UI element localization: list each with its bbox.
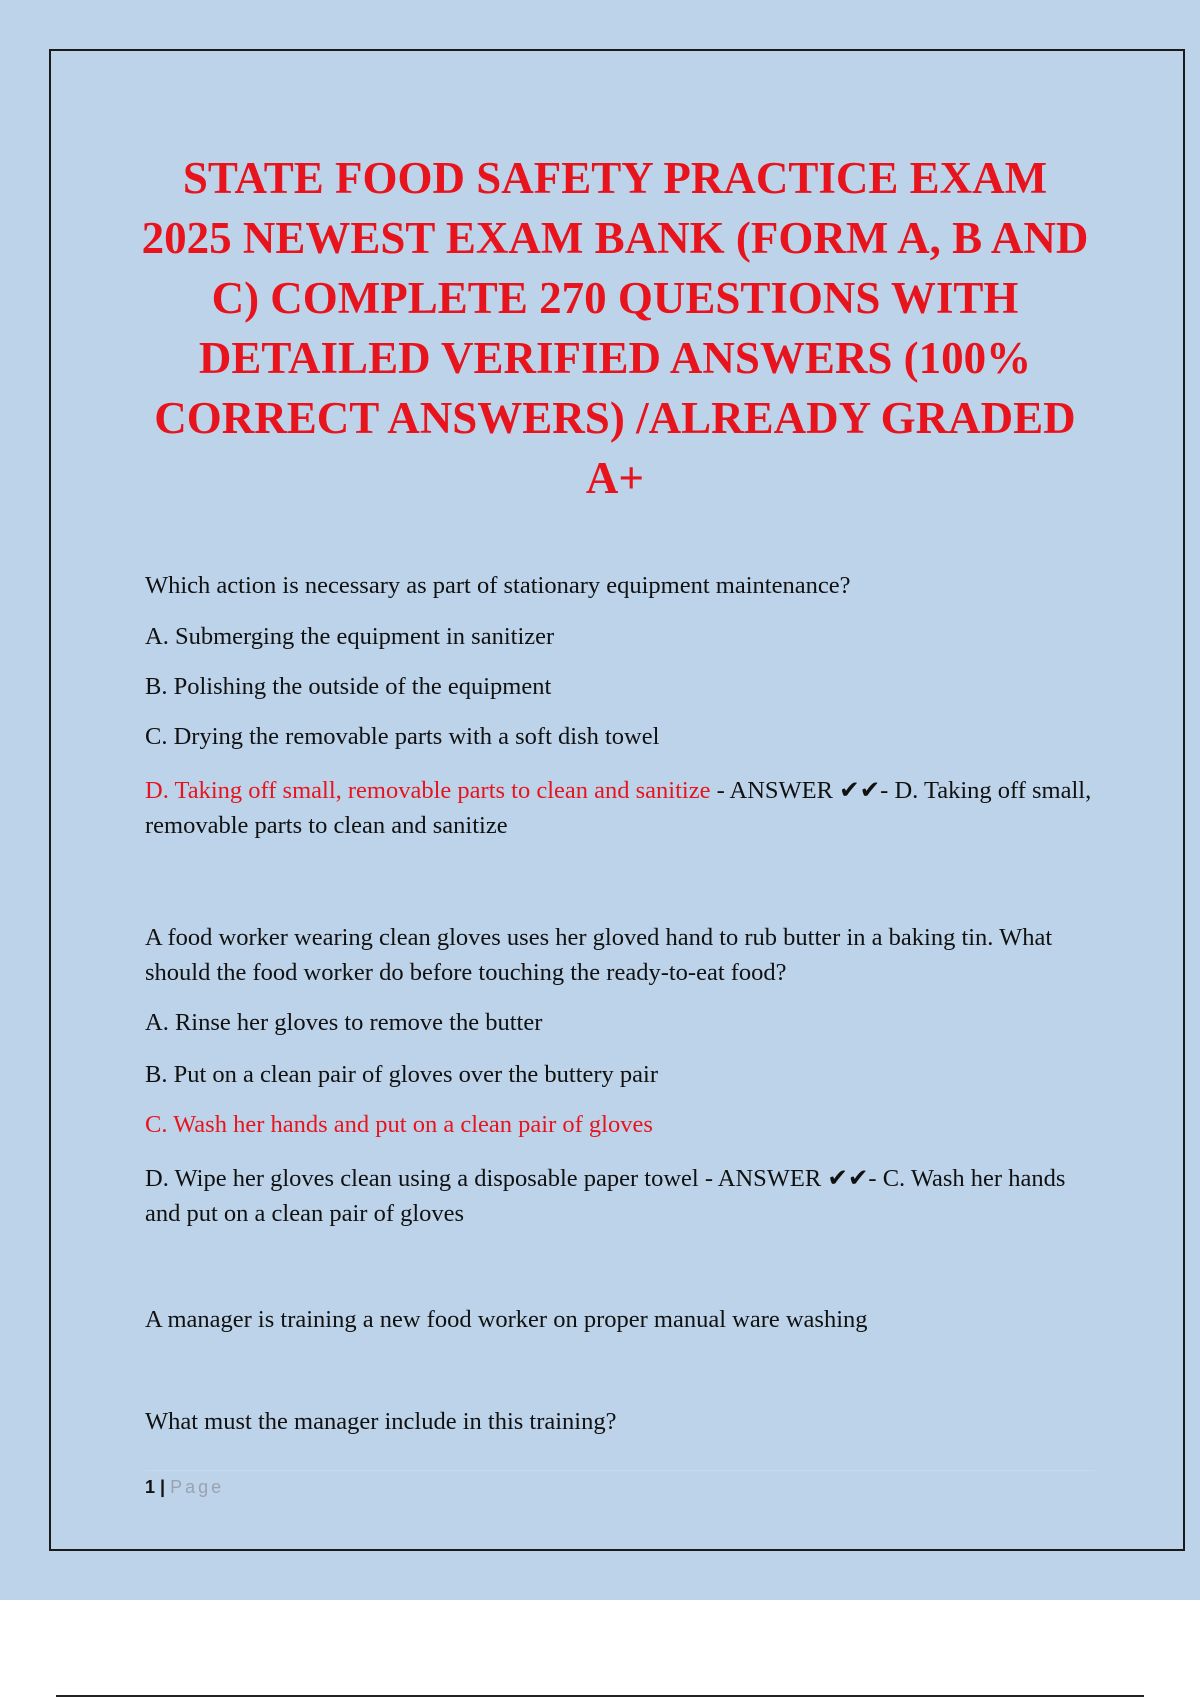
question-2-option-b: B. Put on a clean pair of gloves over the buttery pair	[145, 1061, 658, 1088]
footer-separator: |	[155, 1477, 171, 1497]
question-2-option-a: A. Rinse her gloves to remove the butter	[145, 1009, 543, 1036]
question-3-text: A manager is training a new food worker on proper manual ware washing	[145, 1306, 868, 1333]
question-1-option-d	[145, 773, 1095, 843]
question-1-option-c: C. Drying the removable parts with a soft dish towel	[145, 723, 660, 750]
question-1	[145, 568, 1095, 843]
question-1-answer: - ANSWER ✔✔- D. Taking off small, removable parts to clean and sanitize	[145, 777, 1092, 839]
question-2-option-c: C. Wash her hands and put on a clean pair of gloves	[145, 1111, 653, 1138]
question-1-option-a: A. Submerging the equipment in sanitizer	[145, 623, 555, 650]
question-3	[145, 1302, 1095, 1439]
question-1-text: Which action is necessary as part of stationary equipment maintenance?	[145, 572, 851, 599]
page-number: 1	[145, 1477, 156, 1497]
question-2-text: A food worker wearing clean gloves uses her gloved hand to rub butter in a baking tin. What should the food worker do before touching the ready-to-eat food?	[145, 924, 1053, 986]
question-1-correct-option: D. Taking off small, removable parts to clean and sanitize	[145, 777, 711, 804]
document-title: STATE FOOD SAFETY PRACTICE EXAM 2025 NEWEST EXAM BANK (FORM A, B AND C) COMPLETE 270 QUESTIONS WITH DETAILED VERIFIED ANSWERS (100% CORRECT ANSWERS) /ALREADY GRADED A+	[141, 153, 1089, 503]
question-1-option-b: B. Polishing the outside of the equipment	[145, 673, 552, 700]
question-2	[145, 920, 1095, 1231]
question-2-option-d: D. Wipe her gloves clean using a disposable paper towel - ANSWER ✔✔- C. Wash her hands and put on a clean pair of gloves	[145, 1165, 1066, 1227]
bottom-divider	[56, 1695, 1144, 1697]
page-label: Page	[170, 1477, 225, 1497]
page-footer	[145, 1470, 1095, 1498]
question-3-prompt: What must the manager include in this training?	[145, 1408, 617, 1435]
